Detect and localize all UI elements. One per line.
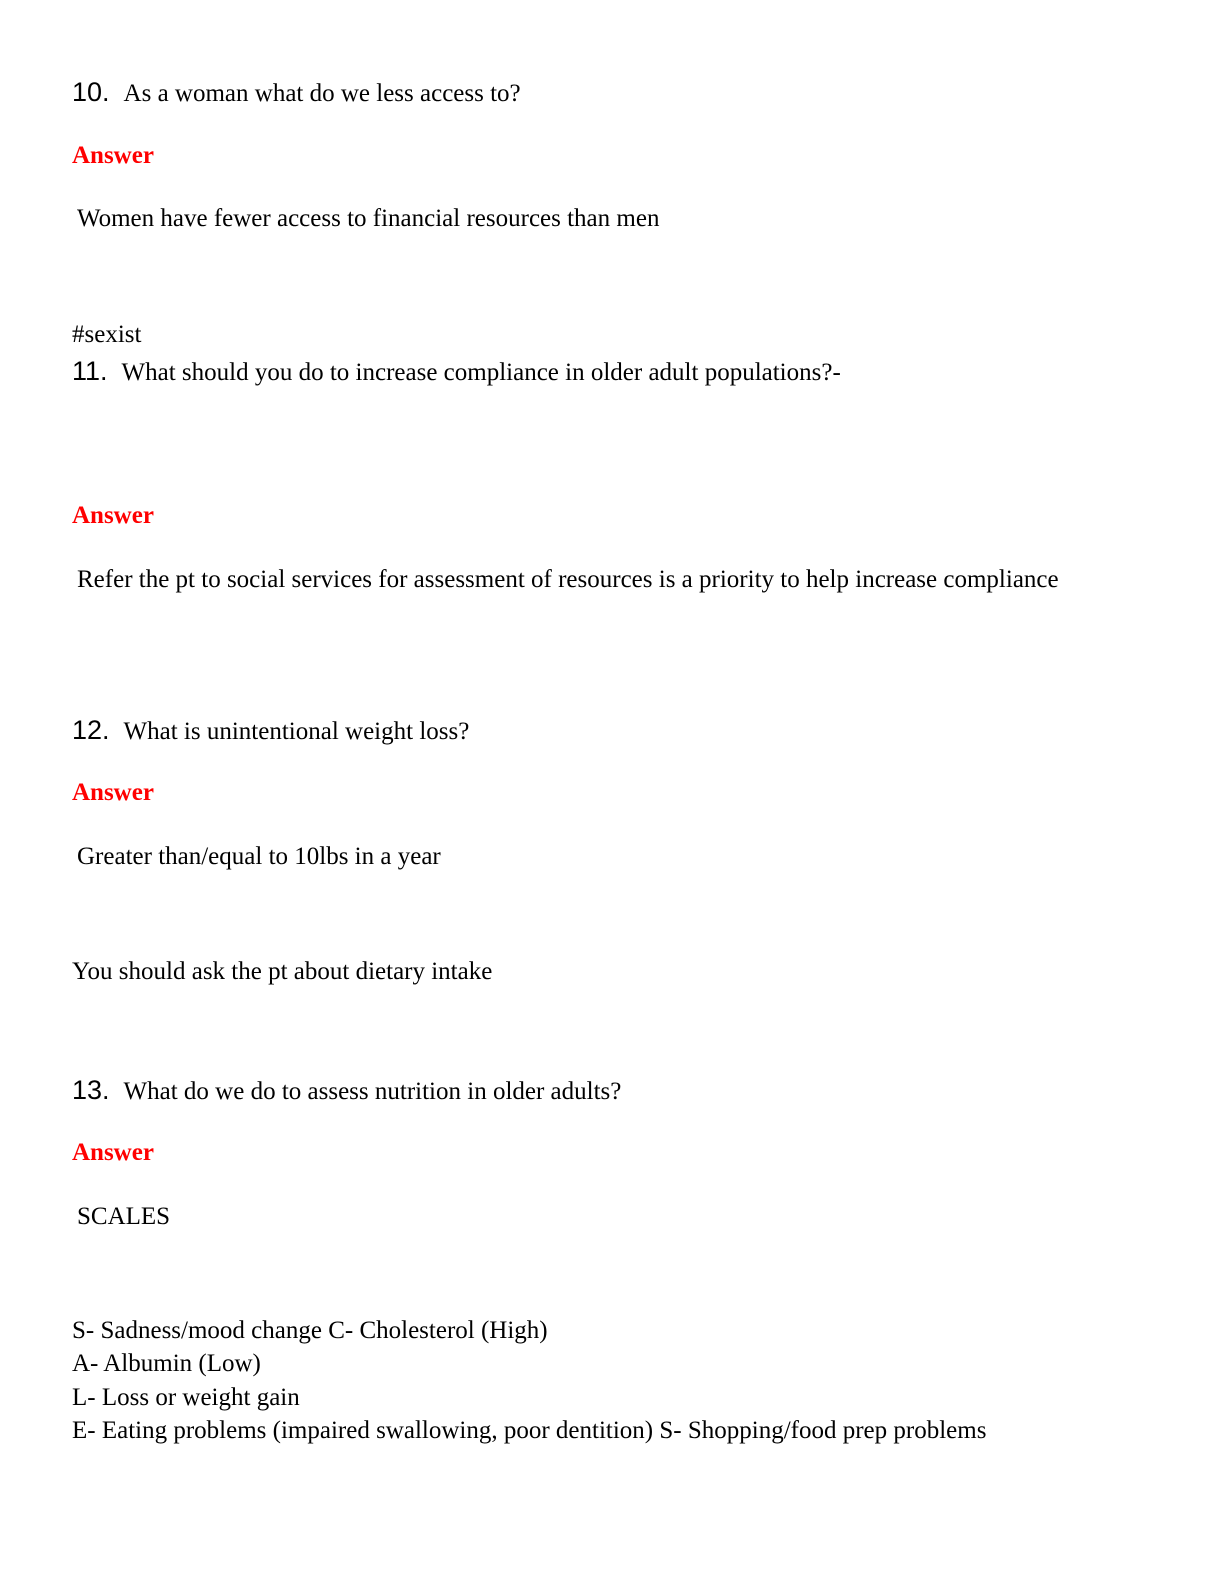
question-number: 11.	[72, 356, 108, 386]
question-11	[72, 355, 841, 389]
detail-line: A- Albumin (Low)	[72, 1350, 261, 1377]
question-text: As a woman what do we less access to?	[123, 80, 521, 107]
answer-paragraph: Refer the pt to social services for assessment of resources is a priority to help increase compliance	[77, 566, 1059, 593]
answer-label: Answer	[72, 1139, 154, 1166]
detail-line: E- Eating problems (impaired swallowing, poor dentition) S- Shopping/food prep problems	[72, 1417, 987, 1444]
answer-label: Answer	[72, 502, 154, 529]
question-13	[72, 1074, 621, 1108]
note-text: You should ask the pt about dietary intake	[72, 958, 493, 985]
answer-label: Answer	[72, 142, 154, 169]
question-number: 12.	[72, 715, 110, 745]
detail-line: S- Sadness/mood change C- Cholesterol (High)	[72, 1317, 548, 1344]
answer-text	[72, 563, 1072, 596]
question-text: What should you do to increase compliance in older adult populations?-	[121, 359, 841, 386]
answer-text: Women have fewer access to financial resources than men	[77, 205, 660, 232]
answer-text: SCALES	[77, 1203, 171, 1230]
question-number: 10.	[72, 77, 110, 107]
note-text: #sexist	[72, 321, 142, 348]
answer-label: Answer	[72, 779, 154, 806]
question-text: What do we do to assess nutrition in older adults?	[123, 1078, 622, 1105]
question-10	[72, 76, 521, 110]
answer-text: Greater than/equal to 10lbs in a year	[77, 843, 441, 870]
detail-line: L- Loss or weight gain	[72, 1384, 300, 1411]
question-12	[72, 714, 469, 748]
question-number: 13.	[72, 1075, 110, 1105]
question-text: What is unintentional weight loss?	[123, 718, 470, 745]
